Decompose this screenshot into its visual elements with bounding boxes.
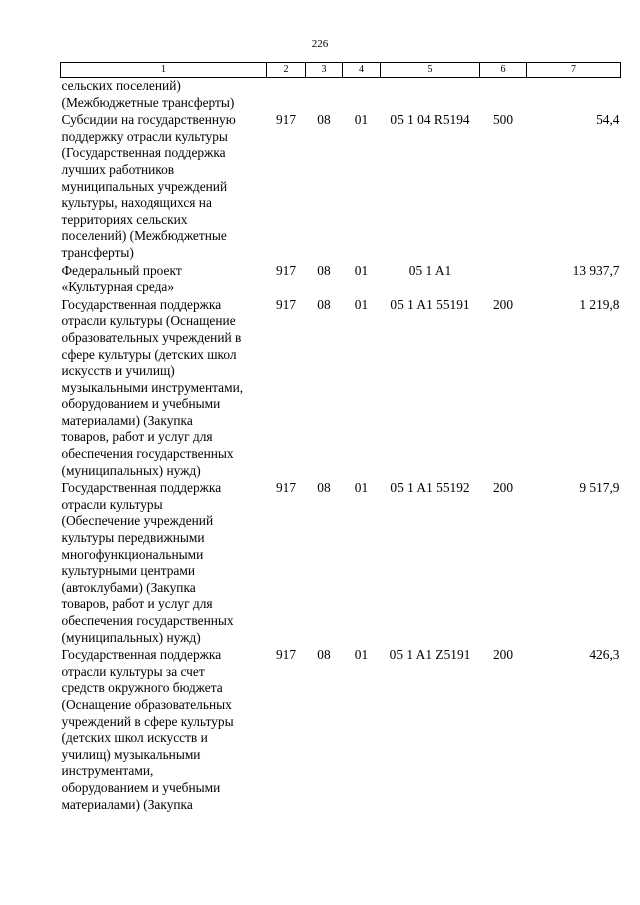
row-name-line: инструментами,: [61, 763, 154, 779]
chapter-code-cell: [267, 78, 306, 113]
row-name-line: Субсидии на государственную: [61, 112, 236, 128]
row-name-line: «Культурная среда»: [61, 279, 175, 295]
section-code-cell: 08: [317, 262, 331, 278]
expense-type-cell: 200: [492, 647, 514, 663]
row-name-line: многофункциональными: [61, 546, 204, 562]
target-article-cell: 05 1 A1 55191: [390, 296, 470, 312]
row-name-line: лучших работников: [61, 161, 175, 177]
target-article-cell: 05 1 A1: [408, 262, 452, 278]
row-name-line: сфере культуры (детских школ: [61, 346, 237, 362]
expense-type-cell: [480, 78, 527, 113]
row-name-line: муниципальных учреждений: [61, 178, 228, 194]
column-header-2: 2: [267, 63, 306, 78]
row-name-line: музыкальными инструментами,: [61, 379, 244, 395]
amount-cell: 1 219,8: [579, 296, 620, 312]
row-name-line: Федеральный проект: [61, 262, 182, 278]
row-name-line: оборудованием и учебными: [61, 396, 221, 412]
subsection-code-cell: 01: [354, 112, 369, 128]
section-code-cell: 08: [317, 112, 331, 128]
row-name-line: отрасли культуры за счет: [61, 663, 205, 679]
target-article-cell: 05 1 A1 Z5191: [389, 647, 471, 663]
amount-cell: 426,3: [589, 647, 620, 663]
row-name-line: (Обеспечение учреждений: [61, 513, 214, 529]
row-name-line: поселений) (Межбюджетные: [61, 228, 227, 244]
row-name-line: (детских школ искусств и: [61, 730, 208, 746]
chapter-code-cell: 917: [275, 262, 297, 278]
column-header-1: 1: [61, 63, 267, 78]
section-code-cell: 08: [317, 480, 331, 496]
row-name-line: материалами) (Закупка: [61, 796, 193, 812]
expense-type-cell: [480, 263, 527, 297]
row-name-line: Государственная поддержка: [61, 480, 222, 496]
row-name-line: (Государственная поддержка: [61, 145, 226, 161]
table-row: [61, 647, 621, 814]
chapter-code-cell: 917: [275, 112, 297, 128]
column-header-7: 7: [527, 63, 621, 78]
column-header-3: 3: [306, 63, 343, 78]
amount-cell: 13 937,7: [572, 262, 620, 278]
row-name-line: культуры, находящихся на: [61, 195, 212, 211]
row-name-line: (автоклубами) (Закупка: [61, 579, 196, 595]
amount-cell: 54,4: [596, 112, 620, 128]
row-name-line: культуры передвижными: [61, 530, 205, 546]
row-name-line: Государственная поддержка: [61, 647, 222, 663]
table-row: [61, 78, 621, 113]
row-name-line: (Межбюджетные трансферты): [61, 94, 235, 110]
amount-cell: [527, 78, 621, 113]
chapter-code-cell: 917: [275, 647, 297, 663]
row-name-line: материалами) (Закупка: [61, 412, 193, 428]
row-name-line: образовательных учреждений в: [61, 329, 242, 345]
table-row: [61, 263, 621, 297]
expense-type-cell: 200: [492, 480, 514, 496]
row-name-line: (Оснащение образовательных: [61, 696, 232, 712]
row-name-cell: [61, 297, 267, 481]
row-name-line: средств окружного бюджета: [61, 680, 223, 696]
row-name-line: (муниципальных) нужд): [61, 629, 201, 645]
column-number-header: [61, 63, 621, 78]
row-name-line: (муниципальных) нужд): [61, 462, 201, 478]
row-name-line: отрасли культуры (Оснащение: [61, 313, 236, 329]
target-article-cell: [381, 78, 480, 113]
row-name-line: товаров, работ и услуг для: [61, 596, 213, 612]
amount-cell: 9 517,9: [579, 480, 620, 496]
row-name-line: искусств и училищ): [61, 363, 175, 379]
subsection-code-cell: 01: [354, 480, 369, 496]
row-name-line: культурными центрами: [61, 563, 195, 579]
row-name-line: территориях сельских: [61, 211, 188, 227]
row-name-line: оборудованием и учебными: [61, 779, 221, 795]
row-name-line: поддержку отрасли культуры: [61, 128, 228, 144]
row-name-line: трансферты): [61, 244, 134, 260]
table-row: [61, 480, 621, 647]
expense-type-cell: 200: [492, 296, 514, 312]
row-name-line: учреждений в сфере культуры: [61, 713, 234, 729]
column-header-6: 6: [480, 63, 527, 78]
row-name-cell: [61, 112, 267, 262]
column-header-5: 5: [381, 63, 480, 78]
section-code-cell: 08: [317, 647, 331, 663]
row-name-cell: [61, 263, 267, 297]
row-name-line: отрасли культуры: [61, 496, 163, 512]
row-name-line: товаров, работ и услуг для: [61, 429, 213, 445]
row-name-line: обеспечения государственных: [61, 446, 234, 462]
row-name-cell: [61, 78, 267, 113]
row-name-cell: [61, 647, 267, 814]
target-article-cell: 05 1 04 R5194: [390, 112, 470, 128]
subsection-code-cell: [343, 78, 381, 113]
budget-table: [60, 62, 621, 814]
row-name-cell: [61, 480, 267, 647]
row-name-line: обеспечения государственных: [61, 613, 234, 628]
section-code-cell: 08: [317, 296, 331, 312]
chapter-code-cell: 917: [275, 296, 297, 312]
page-number: 226: [311, 38, 329, 50]
subsection-code-cell: 01: [354, 647, 369, 663]
target-article-cell: 05 1 A1 55192: [390, 480, 470, 496]
table-row: [61, 297, 621, 481]
expense-type-cell: 500: [492, 112, 514, 128]
table-row: [61, 112, 621, 262]
subsection-code-cell: 01: [354, 262, 369, 278]
subsection-code-cell: 01: [354, 296, 369, 312]
row-name-line: сельских поселений): [61, 78, 181, 93]
section-code-cell: [306, 78, 343, 113]
row-name-line: Государственная поддержка: [61, 296, 222, 312]
row-name-line: училищ) музыкальными: [61, 746, 201, 762]
chapter-code-cell: 917: [275, 480, 297, 496]
column-header-4: 4: [343, 63, 381, 78]
